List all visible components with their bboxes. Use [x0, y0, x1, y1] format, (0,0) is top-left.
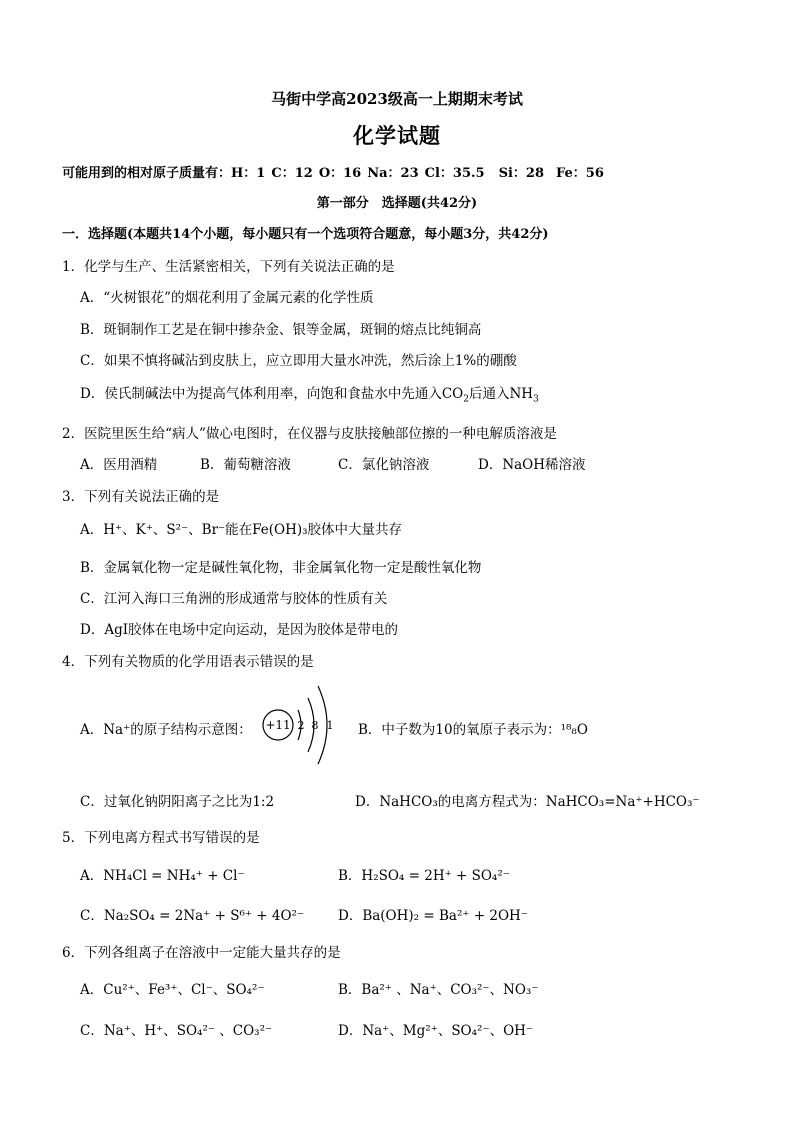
question-1-option-d: D．侯氏制碱法中为提高气体利用率，向饱和食盐水中先通入$CO_2$后通入$NH_3$: [80, 386, 539, 405]
atomic-mass-item: H：1: [231, 166, 266, 181]
question-3-stem: 3．下列有关说法正确的是: [62, 489, 220, 505]
question-1-stem: 1．化学与生产、生活紧密相关，下列有关说法正确的是: [62, 259, 395, 275]
atomic-masses-label: 可能用到的相对原子质量有：: [62, 166, 232, 181]
question-2-option-d: D．NaOH稀溶液: [478, 457, 586, 473]
question-4-option-b: B．中子数为10的氧原子表示为：¹⁸₈O: [358, 722, 588, 738]
question-6-option-a: A．Cu²⁺、Fe³⁺、Cl⁻、SO₄²⁻: [80, 982, 265, 998]
question-1-option-a: A．“火树银花”的烟花利用了金属元素的化学性质: [80, 290, 374, 306]
question-5-stem: 5．下列电离方程式书写错误的是: [62, 830, 260, 846]
question-1-option-b: B．斑铜制作工艺是在铜中掺杂金、银等金属，斑铜的熔点比纯铜高: [80, 322, 482, 338]
exam-title: 马街中学高2023级高一上期期末考试: [271, 90, 523, 108]
question-5-option-b: B．H₂SO₄ = 2H⁺ + SO₄²⁻: [338, 868, 510, 884]
question-5-option-d: D．Ba(OH)₂ = Ba²⁺ + 2OH⁻: [338, 908, 528, 924]
question-1-option-c: C．如果不慎将碱沾到皮肤上，应立即用大量水冲洗，然后涂上1%的硼酸: [80, 353, 517, 369]
atomic-mass-item: Si：28: [498, 166, 545, 181]
atom-structure-diagram: [258, 680, 348, 770]
question-3-option-a: A．H⁺、K⁺、S²⁻、Br⁻能在Fe(OH)₃胶体中大量共存: [80, 522, 403, 538]
question-2-option-c: C．氯化钠溶液: [338, 457, 430, 473]
question-4-option-a: A．Na⁺的原子结构示意图：: [80, 722, 252, 738]
nucleus-charge: +11: [265, 718, 291, 732]
question-1-option-d-text: 后通入NH: [468, 386, 534, 402]
atomic-masses: [62, 162, 610, 181]
question-2-option-a: A．医用酒精: [80, 457, 158, 473]
question-3-option-d: D．AgI胶体在电场中定向运动，是因为胶体是带电的: [80, 622, 399, 638]
section-title: 一．选择题(本题共14个小题，每小题只有一个选项符合题意，每小题3分，共42分): [62, 227, 549, 242]
atomic-mass-item: Na：23: [367, 166, 419, 181]
subject-title: 化学试题: [353, 123, 441, 148]
shell-electron-count: 8: [311, 719, 319, 732]
question-4-option-d: D．NaHCO₃的电离方程式为：NaHCO₃=Na⁺+HCO₃⁻: [355, 794, 700, 810]
question-3-option-c: C．江河入海口三角洲的形成通常与胶体的性质有关: [80, 591, 388, 607]
atomic-mass-item: Fe：56: [556, 166, 604, 181]
question-1-option-d-text: D．侯氏制碱法中为提高气体利用率，向饱和食盐水中先通入CO: [80, 386, 464, 402]
question-6-option-c: C．Na⁺、H⁺、SO₄²⁻ 、CO₃²⁻: [80, 1023, 273, 1039]
question-5-option-a: A．NH₄Cl = NH₄⁺ + Cl⁻: [80, 868, 245, 884]
shell-electron-count: 2: [297, 719, 305, 732]
part-title: 第一部分 选择题(共42分): [316, 196, 478, 211]
question-2-stem: 2．医院里医生给“病人”做心电图时，在仪器与皮肤接触部位擦的一种电解质溶液是: [62, 426, 557, 442]
atomic-mass-item: C：12: [271, 166, 313, 181]
question-6-option-b: B．Ba²⁺ 、Na⁺、CO₃²⁻、NO₃⁻: [338, 982, 539, 998]
question-3-option-b: B．金属氧化物一定是碱性氧化物，非金属氧化物一定是酸性氧化物: [80, 560, 482, 576]
question-4-stem: 4．下列有关物质的化学用语表示错误的是: [62, 654, 314, 670]
question-6-stem: 6．下列各组离子在溶液中一定能大量共存的是: [62, 945, 341, 961]
atomic-mass-item: Cl：35.5: [424, 166, 485, 181]
question-6-option-d: D．Na⁺、Mg²⁺、SO₄²⁻、OH⁻: [338, 1023, 534, 1039]
atomic-mass-item: O：16: [318, 166, 362, 181]
question-5-option-c: C．Na₂SO₄ = 2Na⁺ + S⁶⁺ + 4O²⁻: [80, 908, 305, 924]
question-2-option-b: B．葡萄糖溶液: [200, 457, 291, 473]
shell-electron-count: 1: [326, 719, 334, 732]
question-4-option-c: C．过氧化钠阴阳离子之比为1:2: [80, 794, 275, 810]
